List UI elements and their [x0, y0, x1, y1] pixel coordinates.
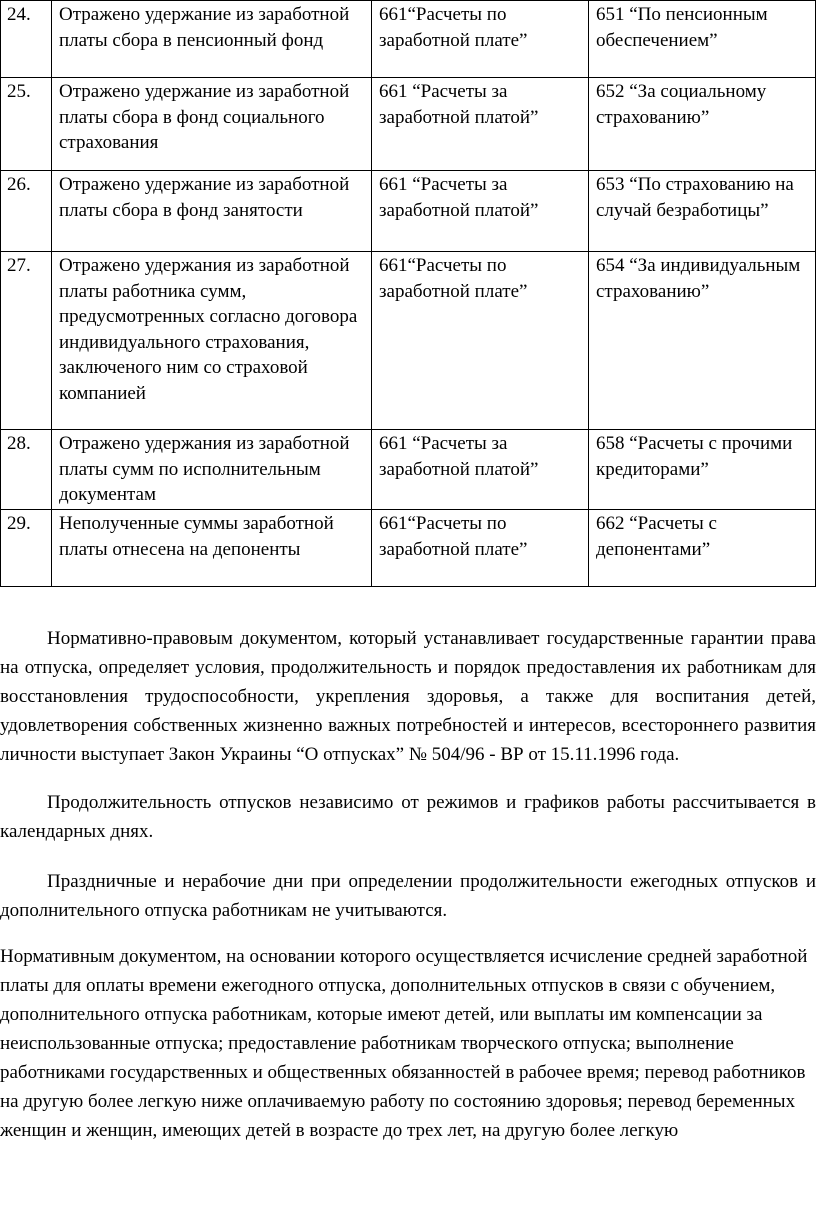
row-number: 29. — [1, 510, 52, 587]
row-number: 24. — [1, 1, 52, 78]
debit-account: 661 “Расчеты за заработной платой” — [372, 430, 589, 510]
operation-description: Неполученные суммы заработной платы отнесена на депоненты — [52, 510, 372, 587]
debit-account: 661“Расчеты по заработной плате” — [372, 1, 589, 78]
debit-account: 661“Расчеты по заработной плате” — [372, 510, 589, 587]
operation-description: Отражено удержание из заработной платы сбора в фонд занятости — [52, 171, 372, 252]
accounting-entries-table — [0, 0, 816, 587]
paragraph-vacation-law: Нормативно-правовым документом, который устанавливает государственные гарантии права на отпуска, определяет условия, продолжительность и порядок предоставления их работникам для восстановления трудоспособности, укрепления здоровья, а также для воспитания детей, удовлетворения собственных жизненно важных потребностей и интересов, всестороннего развития личности выступает Закон Украины “О отпусках” № 504/96 - ВР от 15.11.1996 года. — [0, 628, 816, 765]
table-row — [1, 171, 816, 252]
credit-account: 654 “За индивидуальным страхованию” — [589, 252, 816, 430]
credit-account: 651 “По пенсионным обеспечением” — [589, 1, 816, 78]
body-text — [0, 624, 816, 1145]
operation-description: Отражено удержание из заработной платы сбора в фонд социального страхования — [52, 78, 372, 171]
paragraph-vacation-duration: Продолжительность отпусков независимо от режимов и графиков работы рассчитывается в календарных днях. — [0, 792, 816, 842]
debit-account: 661 “Расчеты за заработной платой” — [372, 171, 589, 252]
table-row — [1, 1, 816, 78]
row-number: 28. — [1, 430, 52, 510]
operation-description: Отражено удержания из заработной платы работника сумм, предусмотренных согласно договора индивидуального страхования, заключеного ним со страховой компанией — [52, 252, 372, 430]
operation-description: Отражено удержание из заработной платы сбора в пенсионный фонд — [52, 1, 372, 78]
row-number: 26. — [1, 171, 52, 252]
table-row — [1, 252, 816, 430]
row-number: 25. — [1, 78, 52, 171]
table-row — [1, 430, 816, 510]
paragraph-holidays: Праздничные и нерабочие дни при определении продолжительности ежегодных отпусков и дополнительного отпуска работникам не учитываются. — [0, 871, 816, 921]
credit-account: 653 “По страхованию на случай безработицы” — [589, 171, 816, 252]
row-number: 27. — [1, 252, 52, 430]
table-row — [1, 78, 816, 171]
debit-account: 661 “Расчеты за заработной платой” — [372, 78, 589, 171]
table-row — [1, 510, 816, 587]
operation-description: Отражено удержания из заработной платы сумм по исполнительным документам — [52, 430, 372, 510]
credit-account: 658 “Расчеты с прочими кредиторами” — [589, 430, 816, 510]
credit-account: 652 “За социальному страхованию” — [589, 78, 816, 171]
paragraph-average-salary: Нормативным документом, на основании которого осуществляется исчисление средней заработной платы для оплаты времени ежегодного отпуска, дополнительных отпусков в связи с обучением, дополнительного отпуска работникам, которые имеют детей, или выплаты им компенсации за неиспользованные отпуска; предоставление работникам творческого отпуска; выполнение работниками государственных и общественных обязанностей в рабочее время; перевод работников на другую более легкую ниже оплачиваемую работу по состоянию здоровья; перевод беременных женщин и женщин, имеющих детей в возрасте до трех лет, на другую более легкую — [0, 946, 808, 1141]
debit-account: 661“Расчеты по заработной плате” — [372, 252, 589, 430]
credit-account: 662 “Расчеты с депонентами” — [589, 510, 816, 587]
